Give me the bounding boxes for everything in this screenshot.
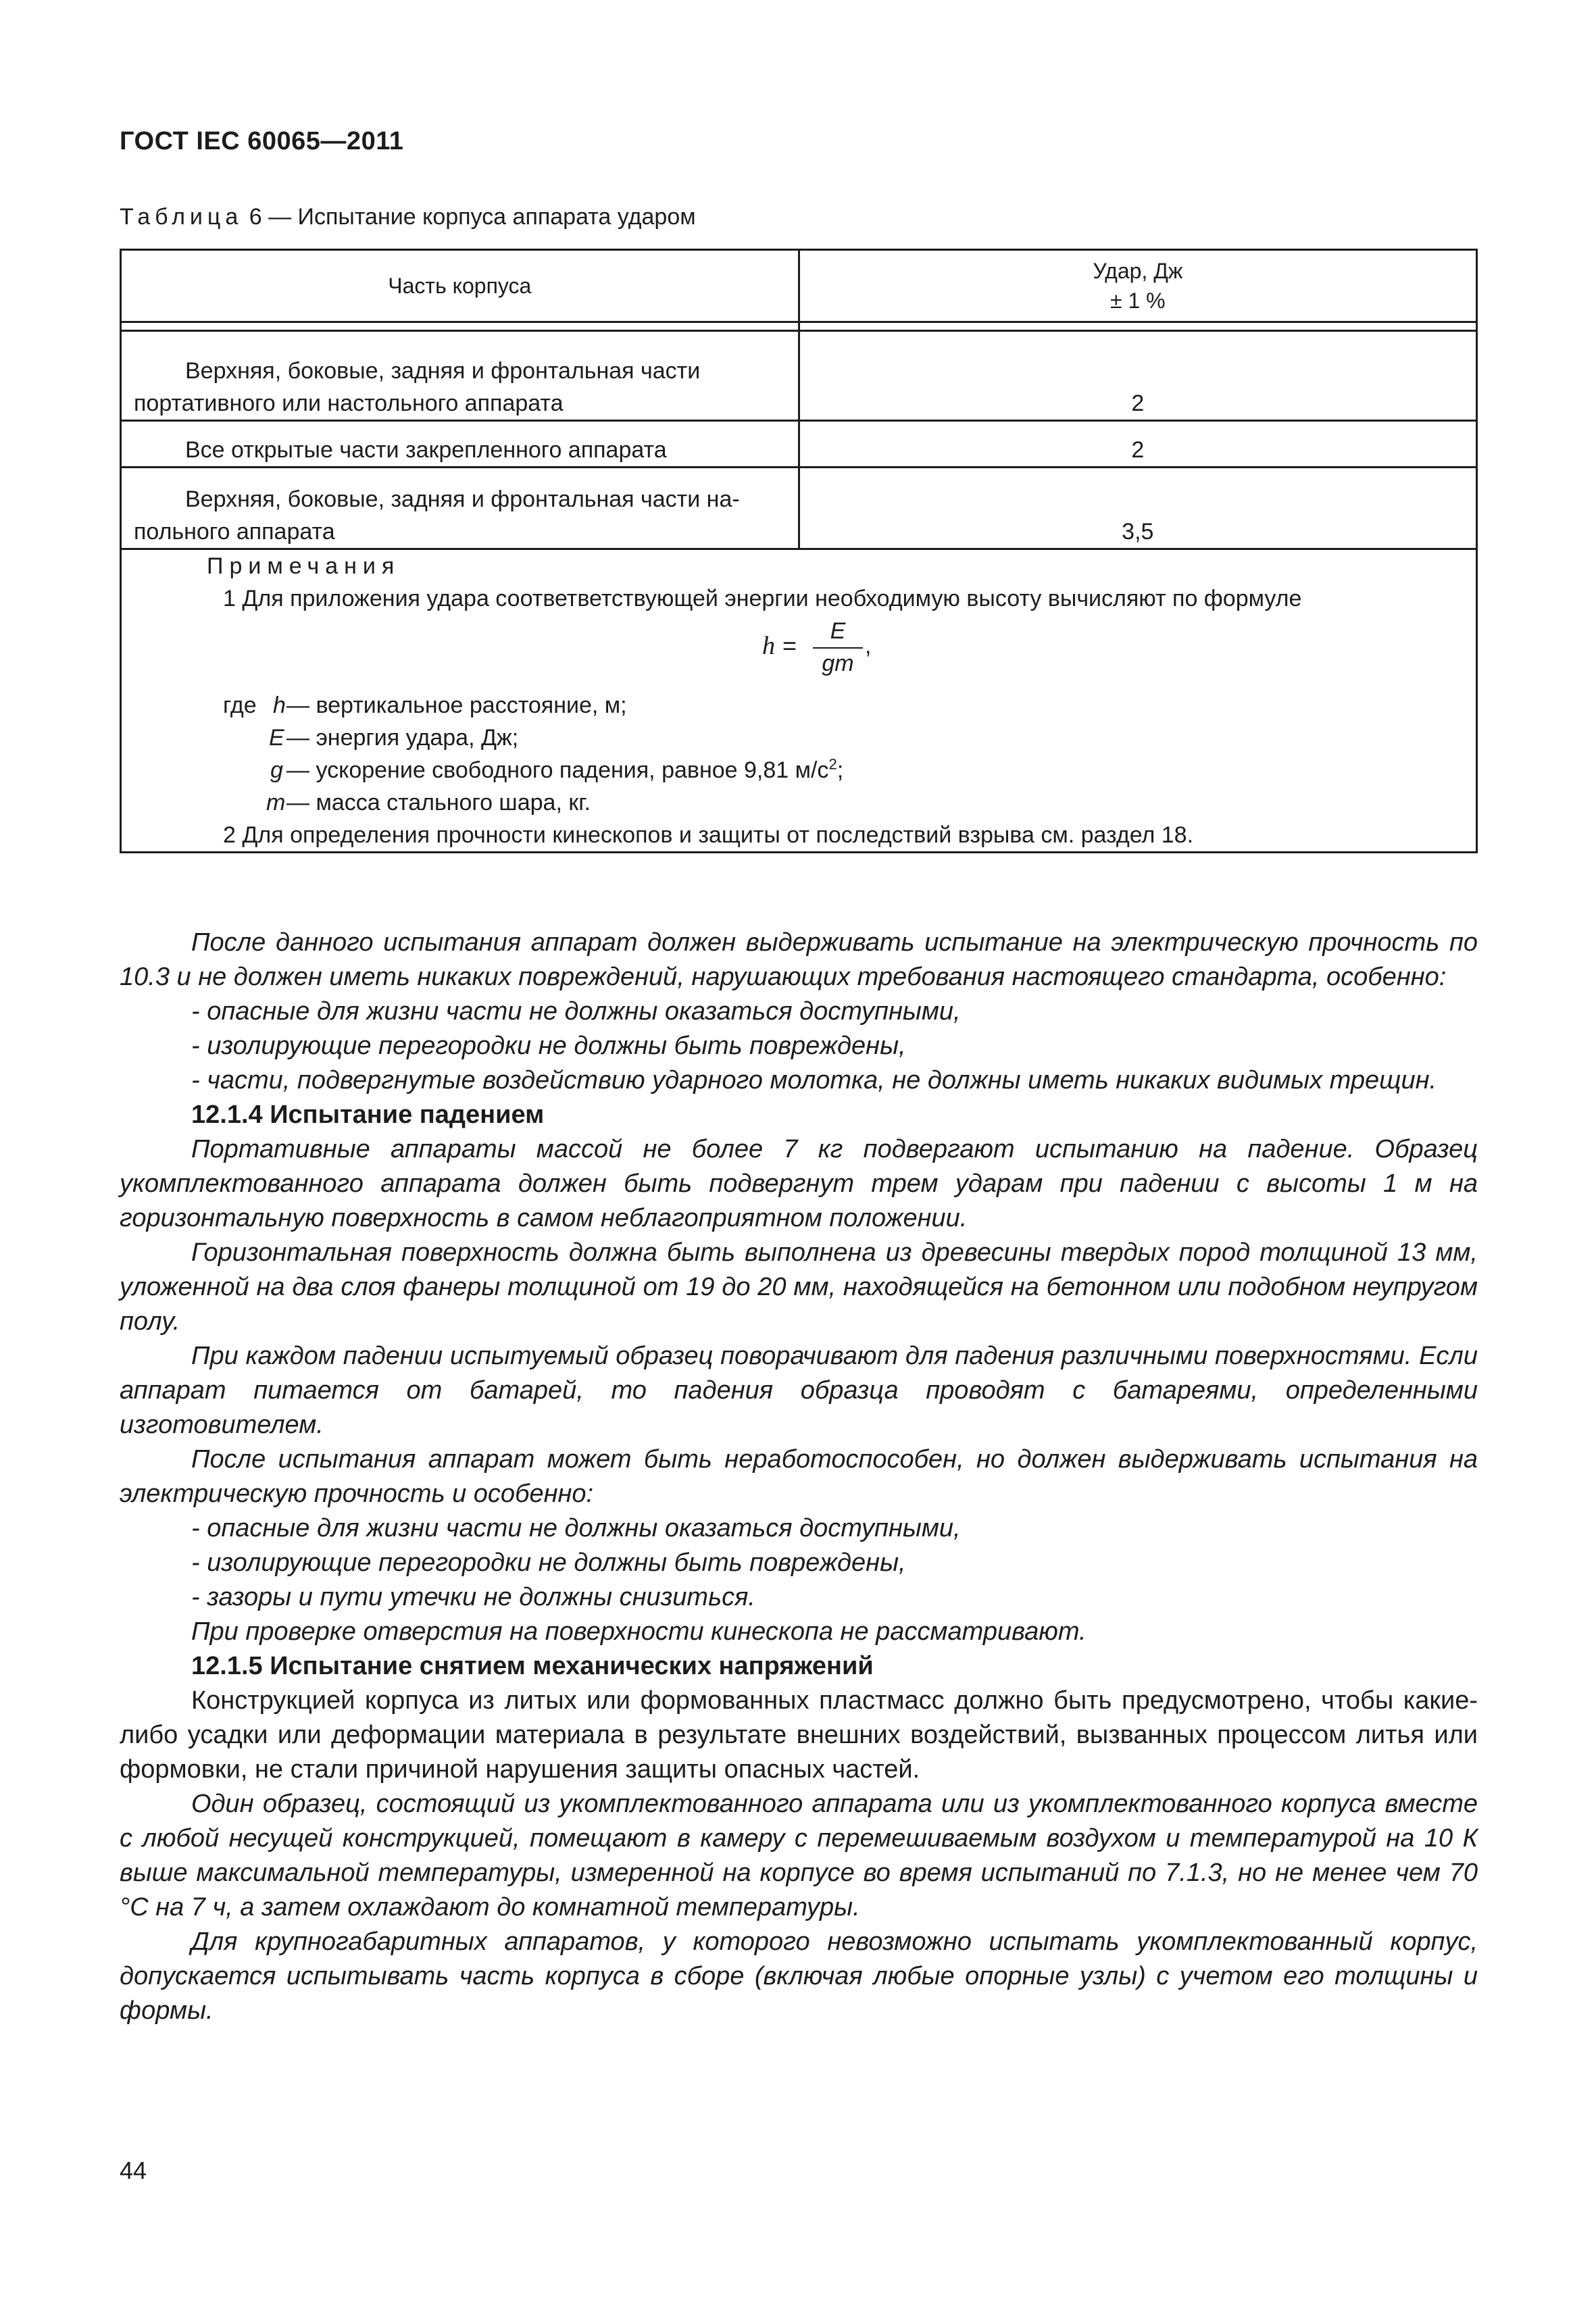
formula-equals: = — [782, 632, 797, 659]
formula-numerator: E — [830, 618, 846, 644]
formula-comma: , — [865, 633, 872, 659]
paragraph: Для крупногабаритных аппаратов, у которого невозможно испытать укомплектованный корпус, допускается испытывать часть корпуса в сборе (включая любые опорные узлы) с учетом его толщины и формы. — [120, 1928, 1478, 2025]
list-item: - части, подвергнутые воздействию ударного молотка, не должны иметь никаких видимых трещин. — [191, 1066, 1437, 1095]
where-g: g — ускорение свободного падения, равное 9,81 $м/с^2$; — [270, 755, 844, 783]
list-item: - зазоры и пути утечки не должны снизиться. — [191, 1583, 755, 1611]
section-heading-12-1-4: 12.1.4 Испытание падением — [191, 1101, 545, 1129]
paragraph: После испытания аппарат может быть неработоспособен, но должен выдерживать испытания на электрическую прочность и особенно: — [120, 1445, 1478, 1508]
table-caption-label: Таблица — [120, 204, 243, 230]
table-row — [121, 421, 1477, 468]
table-row — [121, 468, 1477, 549]
column-header-impact-line1: Удар, Дж — [1093, 259, 1183, 283]
where-e: E — энергия удара, Дж; — [269, 725, 519, 751]
list-item: - изолирующие перегородки не должны быть повреждены, — [191, 1032, 906, 1060]
document-header: ГОСТ IEC 60065—2011 — [120, 127, 404, 155]
note-2: 2 Для определения прочности кинескопов и защиты от последствий взрыва см. раздел 18. — [223, 822, 1194, 848]
table-cell-value: 3,5 — [799, 468, 1476, 549]
paragraph: Горизонтальная поверхность должна быть выполнена из древесины твердых пород толщиной 13 мм, уложенной на два слоя фанеры толщиной от 19 до 20 мм, находящейся на бетонном или подобном неупругом полу. — [120, 1238, 1478, 1336]
paragraph: Один образец, состоящий из укомплектованного аппарата или из укомплектованного корпуса вместе с любой несущей конструкцией, помещают в камеру с перемешиваемым воздухом и температурой на 10 К выше максимальной температуры, измеренной на корпусе во время испытаний по 7.1.3, но не менее чем 70 °С на 7 ч, а затем охлаждают до комнатной температуры. — [120, 1790, 1478, 1921]
table-notes-row — [121, 549, 1477, 853]
column-header-part: Часть корпуса — [121, 250, 799, 322]
table-cell-value: 2 — [799, 421, 1476, 468]
paragraph: При проверке отверстия на поверхности кинескопа не рассматривают. — [191, 1617, 1087, 1646]
note-1: 1 Для приложения удара соответветствующей энергии необходимую высоту вычисляют по формуле — [223, 586, 1302, 611]
table-row — [121, 331, 1477, 421]
paragraph: Портативные аппараты массой не более 7 кг подвергают испытанию на падение. Образец укомплектованного аппарата должен быть подвергнут трем ударам при падении с высоты 1 м на горизонтальную поверхность в самом неблагоприятном положении. — [120, 1135, 1478, 1232]
table-cell-value: 2 — [799, 331, 1476, 421]
paragraph: После данного испытания аппарат должен выдерживать испытание на электрическую прочность по 10.3 и не должен иметь никаких повреждений, нарушающих требования настоящего стандарта, особенно: — [120, 928, 1478, 991]
column-header-impact-line2: ± 1 % — [1110, 288, 1166, 313]
where-h: где h — вертикальное расстояние, м; — [223, 693, 627, 718]
notes-title: Примечания — [207, 553, 401, 579]
where-m: m — масса стального шара, кг. — [266, 790, 591, 815]
formula-denominator: gm — [822, 651, 854, 676]
table-notes — [121, 549, 1477, 853]
page-number: 44 — [120, 2157, 147, 2184]
list-item: - изолирующие перегородки не должны быть повреждены, — [191, 1549, 906, 1577]
table-cell-part: Верхняя, боковые, задняя и фронтальная части на- польного аппарата — [121, 468, 799, 549]
table-cell-part: Верхняя, боковые, задняя и фронтальная части портативного или настольного аппарата — [121, 331, 799, 421]
paragraph: При каждом падении испытуемый образец поворачивают для падения различными поверхностями. Если аппарат питается от батарей, то падения образца проводят с батареями, определенными изготовителем. — [120, 1342, 1478, 1439]
list-item: - опасные для жизни части не должны оказаться доступными, — [191, 1514, 961, 1542]
formula — [134, 615, 1464, 689]
body-text — [120, 926, 1478, 2028]
table-cell-part: Все открытые части закрепленного аппарата — [121, 421, 799, 468]
table-header-row — [121, 250, 1477, 322]
table-caption-text: 6 — Испытание корпуса аппарата ударом — [243, 204, 696, 230]
list-item: - опасные для жизни части не должны оказаться доступными, — [191, 997, 961, 1026]
formula-lhs: h — [762, 632, 775, 660]
table-caption — [120, 204, 696, 230]
impact-test-table — [120, 249, 1478, 853]
column-header-impact — [799, 250, 1476, 322]
paragraph: Конструкцией корпуса из литых или формованных пластмасс должно быть предусмотрено, чтобы какие-либо усадки или деформации материала в результате внешних воздействий, вызванных процессом литья или формовки, не стали причиной нарушения защиты опасных частей. — [120, 1686, 1478, 1784]
header-separator — [121, 322, 1477, 331]
section-heading-12-1-5: 12.1.5 Испытание снятием механических напряжений — [191, 1652, 874, 1680]
